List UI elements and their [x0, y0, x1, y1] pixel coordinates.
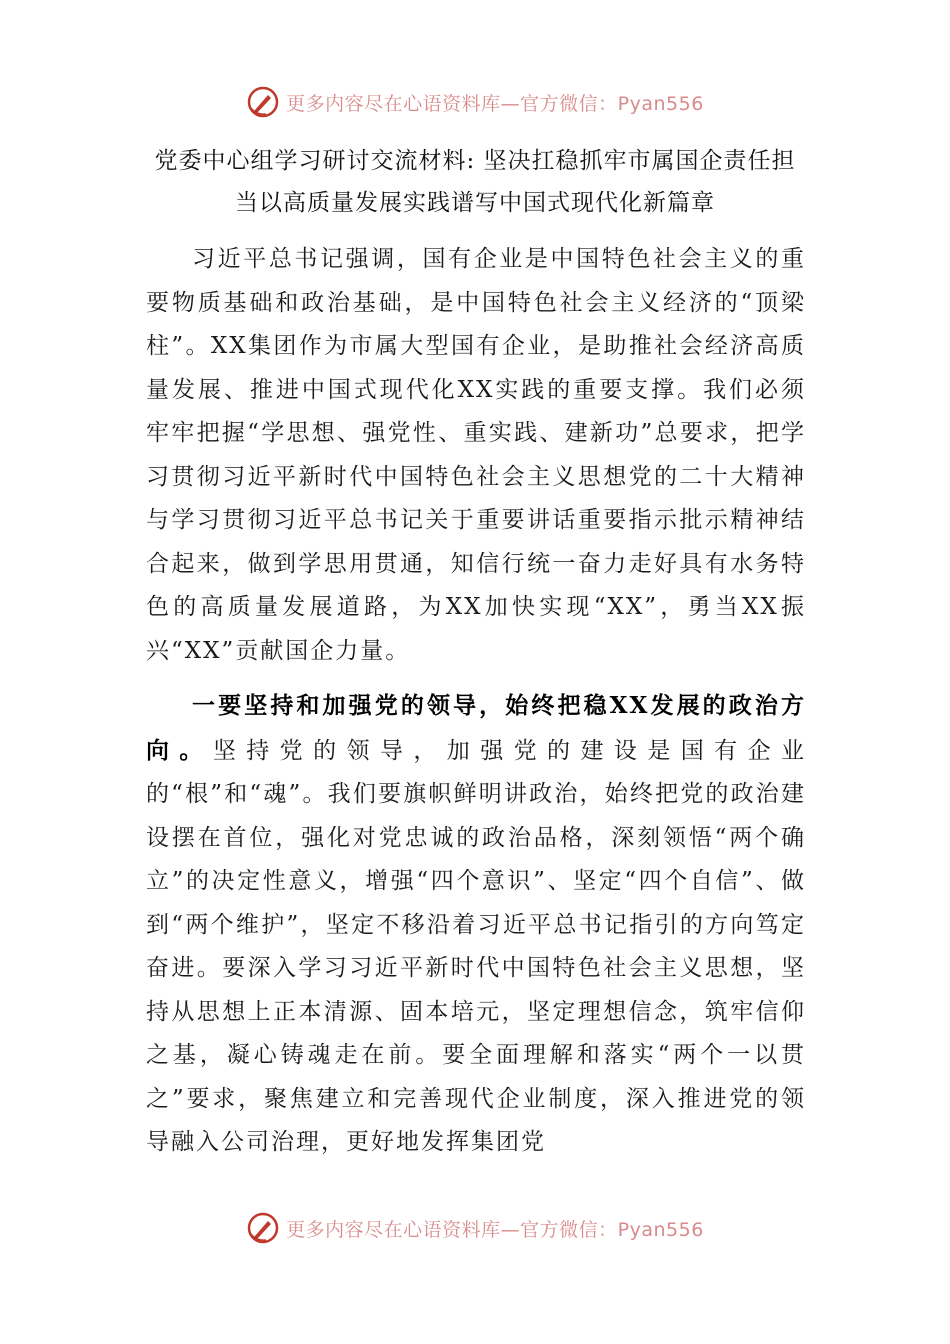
header-watermark-banner	[0, 82, 950, 122]
body-paragraph-2	[146, 684, 806, 1165]
paragraph-2-lead-heading: 一要坚持和加强党的领导，始终把稳XX发展的政治方向。	[146, 692, 806, 764]
body-paragraph-1: 习近平总书记强调，国有企业是中国特色社会主义的重要物质基础和政治基础，是中国特色社会主义经济的“顶梁柱”。XX集团作为市属大型国有企业，是助推社会经济高质量发展、推进中国式现代化XX实践的重要支撑。我们必须牢牢把握“学思想、强党性、重实践、建新功”总要求，把学习贯彻习近平新时代中国特色社会主义思想党的二十大精神与学习贯彻习近平总书记关于重要讲话重要指示批示精神结合起来，做到学思用贯通，知信行统一奋力走好具有水务特色的高质量发展道路，为XX加快实现“XX”，勇当XX振兴“XX”贡献国企力量。	[146, 246, 806, 664]
header-watermark-text: 更多内容尽在心语资料库—官方微信：Pyan556	[286, 92, 704, 115]
document-title-line-2: 当以高质量发展实践谱写中国式现代化新篇章	[235, 190, 715, 216]
footer-watermark-banner	[0, 1208, 950, 1248]
document-title-line-1: 党委中心组学习研讨交流材料: 坚决扛稳抓牢市属国企责任担	[154, 148, 796, 174]
footer-watermark-text: 更多内容尽在心语资料库—官方微信：Pyan556	[286, 1218, 704, 1241]
pen-circle-logo-icon	[246, 1211, 280, 1245]
pen-circle-logo-icon	[246, 85, 280, 119]
paragraph-2-text: 坚持党的领导，加强党的建设是国有企业的“根”和“魂”。我们要旗帜鲜明讲政治，始终把党的政治建设摆在首位，强化对党忠诚的政治品格，深刻领悟“两个确立”的决定性意义，增强“四个意识”、坚定“四个自信”、做到“两个维护”，坚定不移沿着习近平总书记指引的方向笃定奋进。要深入学习习近平新时代中国特色社会主义思想，坚持从思想上正本清源、固本培元，坚定理想信念，筑牢信仰之基，凝心铸魂走在前。要全面理解和落实“两个一以贯之”要求，聚焦建立和完善现代企业制度，深入推进党的领导融入公司治理，更好地发挥集团党	[146, 737, 807, 1155]
